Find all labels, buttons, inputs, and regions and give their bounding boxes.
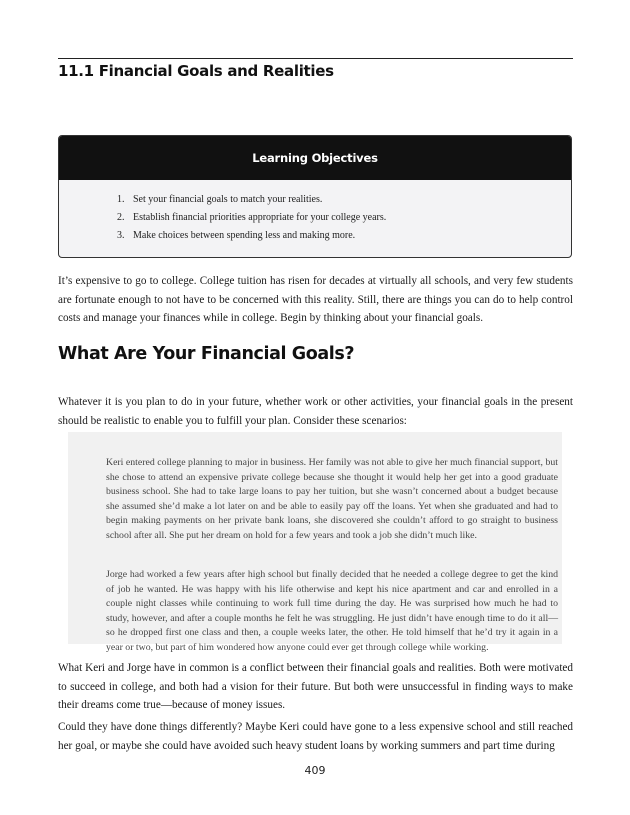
financial-goals-paragraph: Whatever it is you plan to do in your future, whether work or other activities, your financial goals in the present should be realistic to enable you to fulfill your plan. Consider these scenarios: (58, 396, 573, 427)
scenarios-box (68, 432, 562, 653)
financial-goals-heading: What Are Your Financial Goals? (58, 344, 355, 364)
page-number: 409 (304, 764, 326, 777)
objective-text: Set your financial goals to match your realities. (133, 194, 323, 205)
objective-item (117, 209, 571, 227)
common-paragraph: What Keri and Jorge have in common is a conflict between their financial goals and realities. Both were motivated to succeed in college, and both had a vision for their future. But both were unsuccessful in finding ways to make their dreams come true—because of money issues. (58, 662, 573, 712)
learning-objectives-list (59, 191, 571, 245)
jorge-scenario: Jorge had worked a few years after high school but finally decided that he needed a college degree to get the kind of job he wanted. He was happy with his life otherwise and kept his nice apartment and car and enrolled in a couple night classes while continuing to work full time during the day. He was surprised how much he had to study, however, and after a couple months he felt he was struggling. He just didn’t have enough time to do it all—so he dropped first one class and then, a couple weeks later, the other. He told himself that he’d try it again in a year or two, but part of him wondered how anyone could ever get through college while working. (106, 569, 558, 653)
learning-objectives-heading: Learning Objectives (59, 136, 571, 180)
objective-text: Make choices between spending less and making more. (133, 230, 356, 241)
objective-text: Establish financial priorities appropriate for your college years. (133, 212, 387, 223)
differently-paragraph: Could they have done things differently? Maybe Keri could have gone to a less expensive school and still reached her goal, or maybe she could have avoided such heavy student loans by working summers and part time during (58, 721, 573, 752)
intro-paragraph: It’s expensive to go to college. College tuition has risen for decades at virtually all schools, and very few students are fortunate enough to not have to be concerned with this reality. Still, there are things you can do to help control costs and manage your finances while in college. Begin by thinking about your financial goals. (58, 275, 573, 325)
top-rule (58, 58, 573, 59)
objective-number: 3. (117, 230, 125, 241)
objective-number: 1. (117, 194, 125, 205)
keri-scenario: Keri entered college planning to major in business. Her family was not able to give her much financial support, but she chose to attend an expensive private college because she thought it would help her get into a good graduate business school. She had to take large loans to pay her tuition, but she wasn’t concerned about a budget because she assumed she’d make a lot later on and be able to easily pay off the loans. Yet when she graduated and had to begin making payments on her private bank loans, she discovered she couldn’t afford to go straight to business school after all. She put her dream on hold for a few years and took a job she didn’t much like. (106, 457, 558, 541)
objective-item (117, 191, 571, 209)
section-title: 11.1 Financial Goals and Realities (58, 62, 334, 80)
objective-item (117, 227, 571, 245)
objective-number: 2. (117, 212, 125, 223)
learning-objectives-box (58, 135, 572, 258)
